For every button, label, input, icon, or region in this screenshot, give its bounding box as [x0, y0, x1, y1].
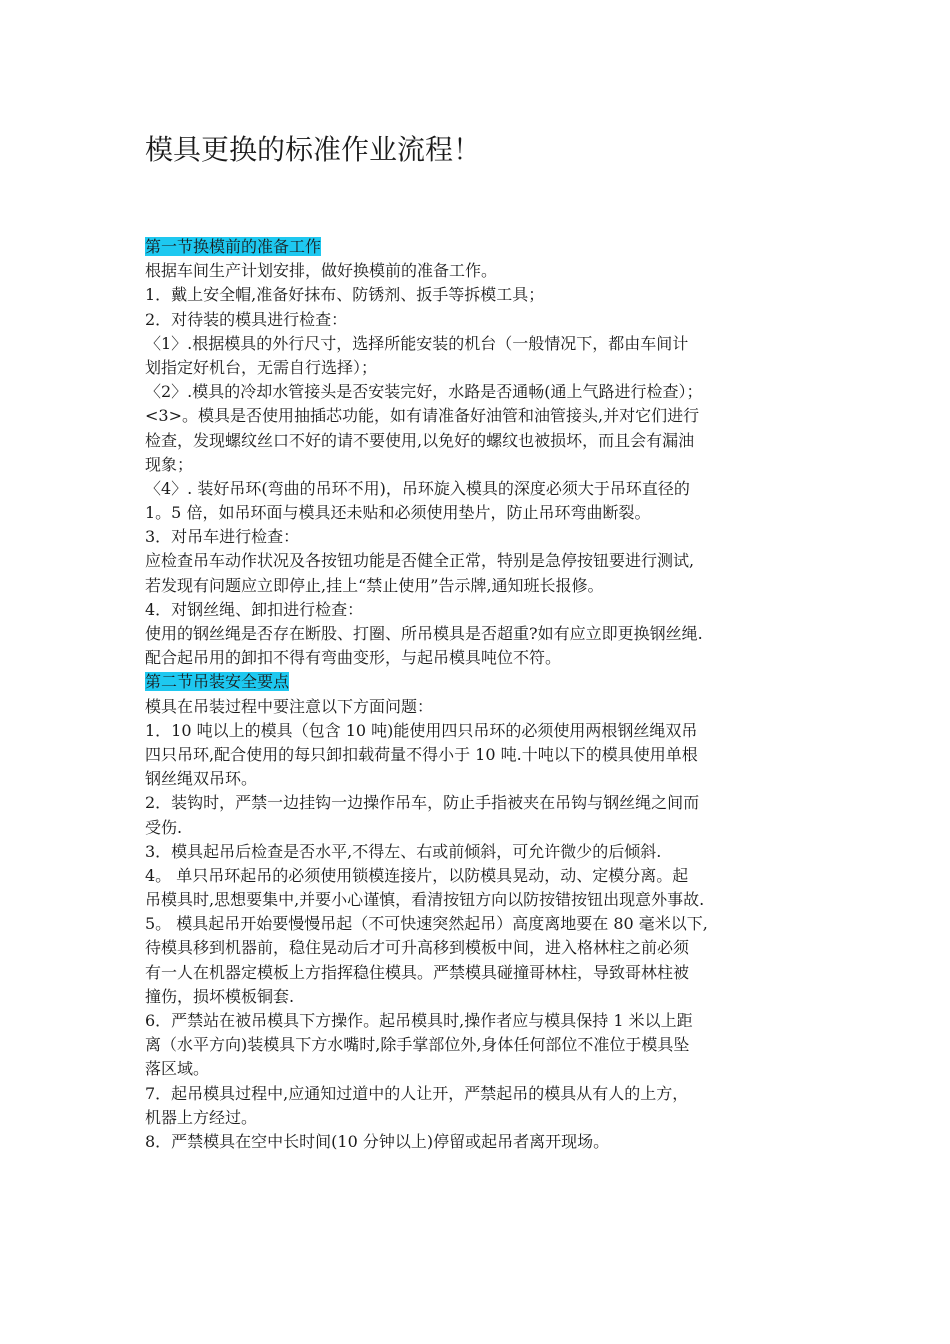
section-heading — [145, 235, 825, 259]
text-line — [145, 283, 825, 307]
text-line — [145, 429, 825, 453]
text-line-content: 吊模具时,思想要集中,并要小心谨慎，看清按钮方向以防按错按钮出现意外事故. — [145, 890, 705, 910]
text-line-content: 根据车间生产计划安排，做好换模前的准备工作。 — [145, 261, 498, 281]
text-line — [145, 1106, 825, 1130]
text-line — [145, 1082, 825, 1106]
text-line — [145, 743, 825, 767]
text-line — [145, 453, 825, 477]
text-line — [145, 816, 825, 840]
text-line-content: 四只吊环,配合使用的每只卸扣载荷量不得小于 10 吨.十吨以下的模具使用单根 — [145, 744, 698, 764]
text-line-content: 检查，发现螺纹丝口不好的请不要使用,以免好的螺纹也被损坏，而且会有漏油 — [145, 430, 695, 450]
text-line — [145, 332, 825, 356]
text-line — [145, 1057, 825, 1081]
text-line-content: 2．对待装的模具进行检查： — [145, 309, 348, 329]
text-line — [145, 1033, 825, 1057]
text-line-content: 1。5 倍，如吊环面与模具还未贴和必须使用垫片，防止吊环弯曲断裂。 — [145, 503, 651, 523]
text-line — [145, 936, 825, 960]
text-line-content: 〈1〉.根据模具的外行尺寸，选择所能安装的机台（一般情况下，都由车间计 — [145, 333, 689, 353]
text-line-content: 使用的钢丝绳是否存在断股、打圈、所吊模具是否超重?如有应立即更换钢丝绳. — [145, 624, 703, 643]
text-line-content: 现象； — [145, 454, 194, 474]
text-line — [145, 985, 825, 1009]
text-line — [145, 864, 825, 888]
text-line — [145, 259, 825, 283]
document-body — [145, 235, 825, 1154]
text-line-content: 1．戴上安全帽,准备好抹布、防锈剂、扳手等拆模工具； — [145, 285, 545, 305]
text-line-content: 3．模具起吊后检查是否水平,不得左、右或前倾斜，可允许微少的后倾斜. — [145, 841, 662, 861]
text-line-content: 6．严禁站在被吊模具下方操作。起吊模具时,操作者应与模具保持 1 米以上距 — [145, 1011, 693, 1030]
text-line — [145, 646, 825, 670]
text-line — [145, 791, 825, 815]
text-line — [145, 380, 825, 404]
text-line-content: 离（水平方向)装模具下方水嘴时,除手掌部位外,身体任何部位不准位于模具坠 — [145, 1035, 690, 1055]
text-line-content: 划指定好机台，无需自行选择）； — [145, 357, 378, 377]
text-line — [145, 549, 825, 573]
text-line-content: 模具在吊装过程中要注意以下方面问题： — [145, 696, 434, 716]
text-line — [145, 501, 825, 525]
text-line-content: 4．对钢丝绳、卸扣进行检查： — [145, 599, 364, 619]
text-line-content: 待模具移到机器前，稳住晃动后才可升高移到模板中间，进入格林柱之前必须 — [145, 938, 690, 958]
text-line-content: 应检查吊车动作状况及各按钮功能是否健全正常，特别是急停按钮要进行测试, — [145, 551, 695, 571]
section-heading — [145, 670, 825, 694]
text-line — [145, 598, 825, 622]
text-line-content: 配合起吊用的卸扣不得有弯曲变形，与起吊模具吨位不符。 — [145, 648, 562, 668]
section-heading-text: 第一节换模前的准备工作 — [145, 237, 322, 256]
text-line-content: 有一人在机器定模板上方指挥稳住模具。严禁模具碰撞哥林柱，导致哥林柱被 — [145, 962, 690, 982]
text-line — [145, 912, 825, 936]
text-line — [145, 574, 825, 598]
text-line-content: 1．10 吨以上的模具（包含 10 吨)能使用四只吊环的必须使用两根钢丝绳双吊 — [145, 720, 698, 740]
text-line — [145, 525, 825, 549]
text-line-content: 〈4〉. 装好吊环(弯曲的吊环不用)，吊环旋入模具的深度必须大于吊环直径的 — [145, 478, 690, 498]
text-line — [145, 695, 825, 719]
text-line-content: 5。 模具起吊开始要慢慢吊起（不可快速突然起吊）高度离地要在 80 毫米以下, — [145, 914, 708, 934]
text-line-content: 7．起吊模具过程中,应通知过道中的人让开，严禁起吊的模具从有人的上方， — [145, 1083, 689, 1103]
document-title: 模具更换的标准作业流程！ — [145, 133, 482, 166]
text-line — [145, 477, 825, 501]
text-line — [145, 308, 825, 332]
text-line — [145, 888, 825, 912]
text-line — [145, 1130, 825, 1154]
text-line-content: 8．严禁模具在空中长时间(10 分钟以上)停留或起吊者离开现场。 — [145, 1131, 610, 1151]
text-line — [145, 840, 825, 864]
text-line — [145, 719, 825, 743]
text-line-content: 〈2〉.模具的冷却水管接头是否安装完好，水路是否通畅(通上气路进行检查）； — [145, 382, 703, 402]
text-line — [145, 622, 825, 646]
text-line-content: 撞伤，损坏模板铜套. — [145, 986, 295, 1006]
text-line-content: <3>。模具是否使用抽插芯功能，如有请准备好油管和油管接头,并对它们进行 — [145, 406, 700, 426]
text-line — [145, 961, 825, 985]
text-line-content: 若发现有问题应立即停止,挂上“禁止使用”告示牌,通知班长报修。 — [145, 575, 604, 595]
text-line — [145, 767, 825, 791]
text-line-content: 3．对吊车进行检查： — [145, 527, 300, 547]
text-line-content: 落区域。 — [145, 1059, 210, 1079]
text-line-content: 机器上方经过。 — [145, 1107, 258, 1127]
text-line-content: 4。 单只吊环起吊的必须使用锁模连接片，以防模具晃动，动、定模分离。起 — [145, 865, 689, 885]
text-line — [145, 356, 825, 380]
section-heading-text: 第二节吊装安全要点 — [145, 672, 290, 692]
text-line — [145, 1009, 825, 1033]
text-line-content: 2．装钩时，严禁一边挂钩一边操作吊车，防止手指被夹在吊钩与钢丝绳之间而 — [145, 793, 700, 813]
text-line-content: 钢丝绳双吊环。 — [145, 769, 258, 789]
text-line-content: 受伤. — [145, 817, 183, 837]
text-line — [145, 404, 825, 428]
